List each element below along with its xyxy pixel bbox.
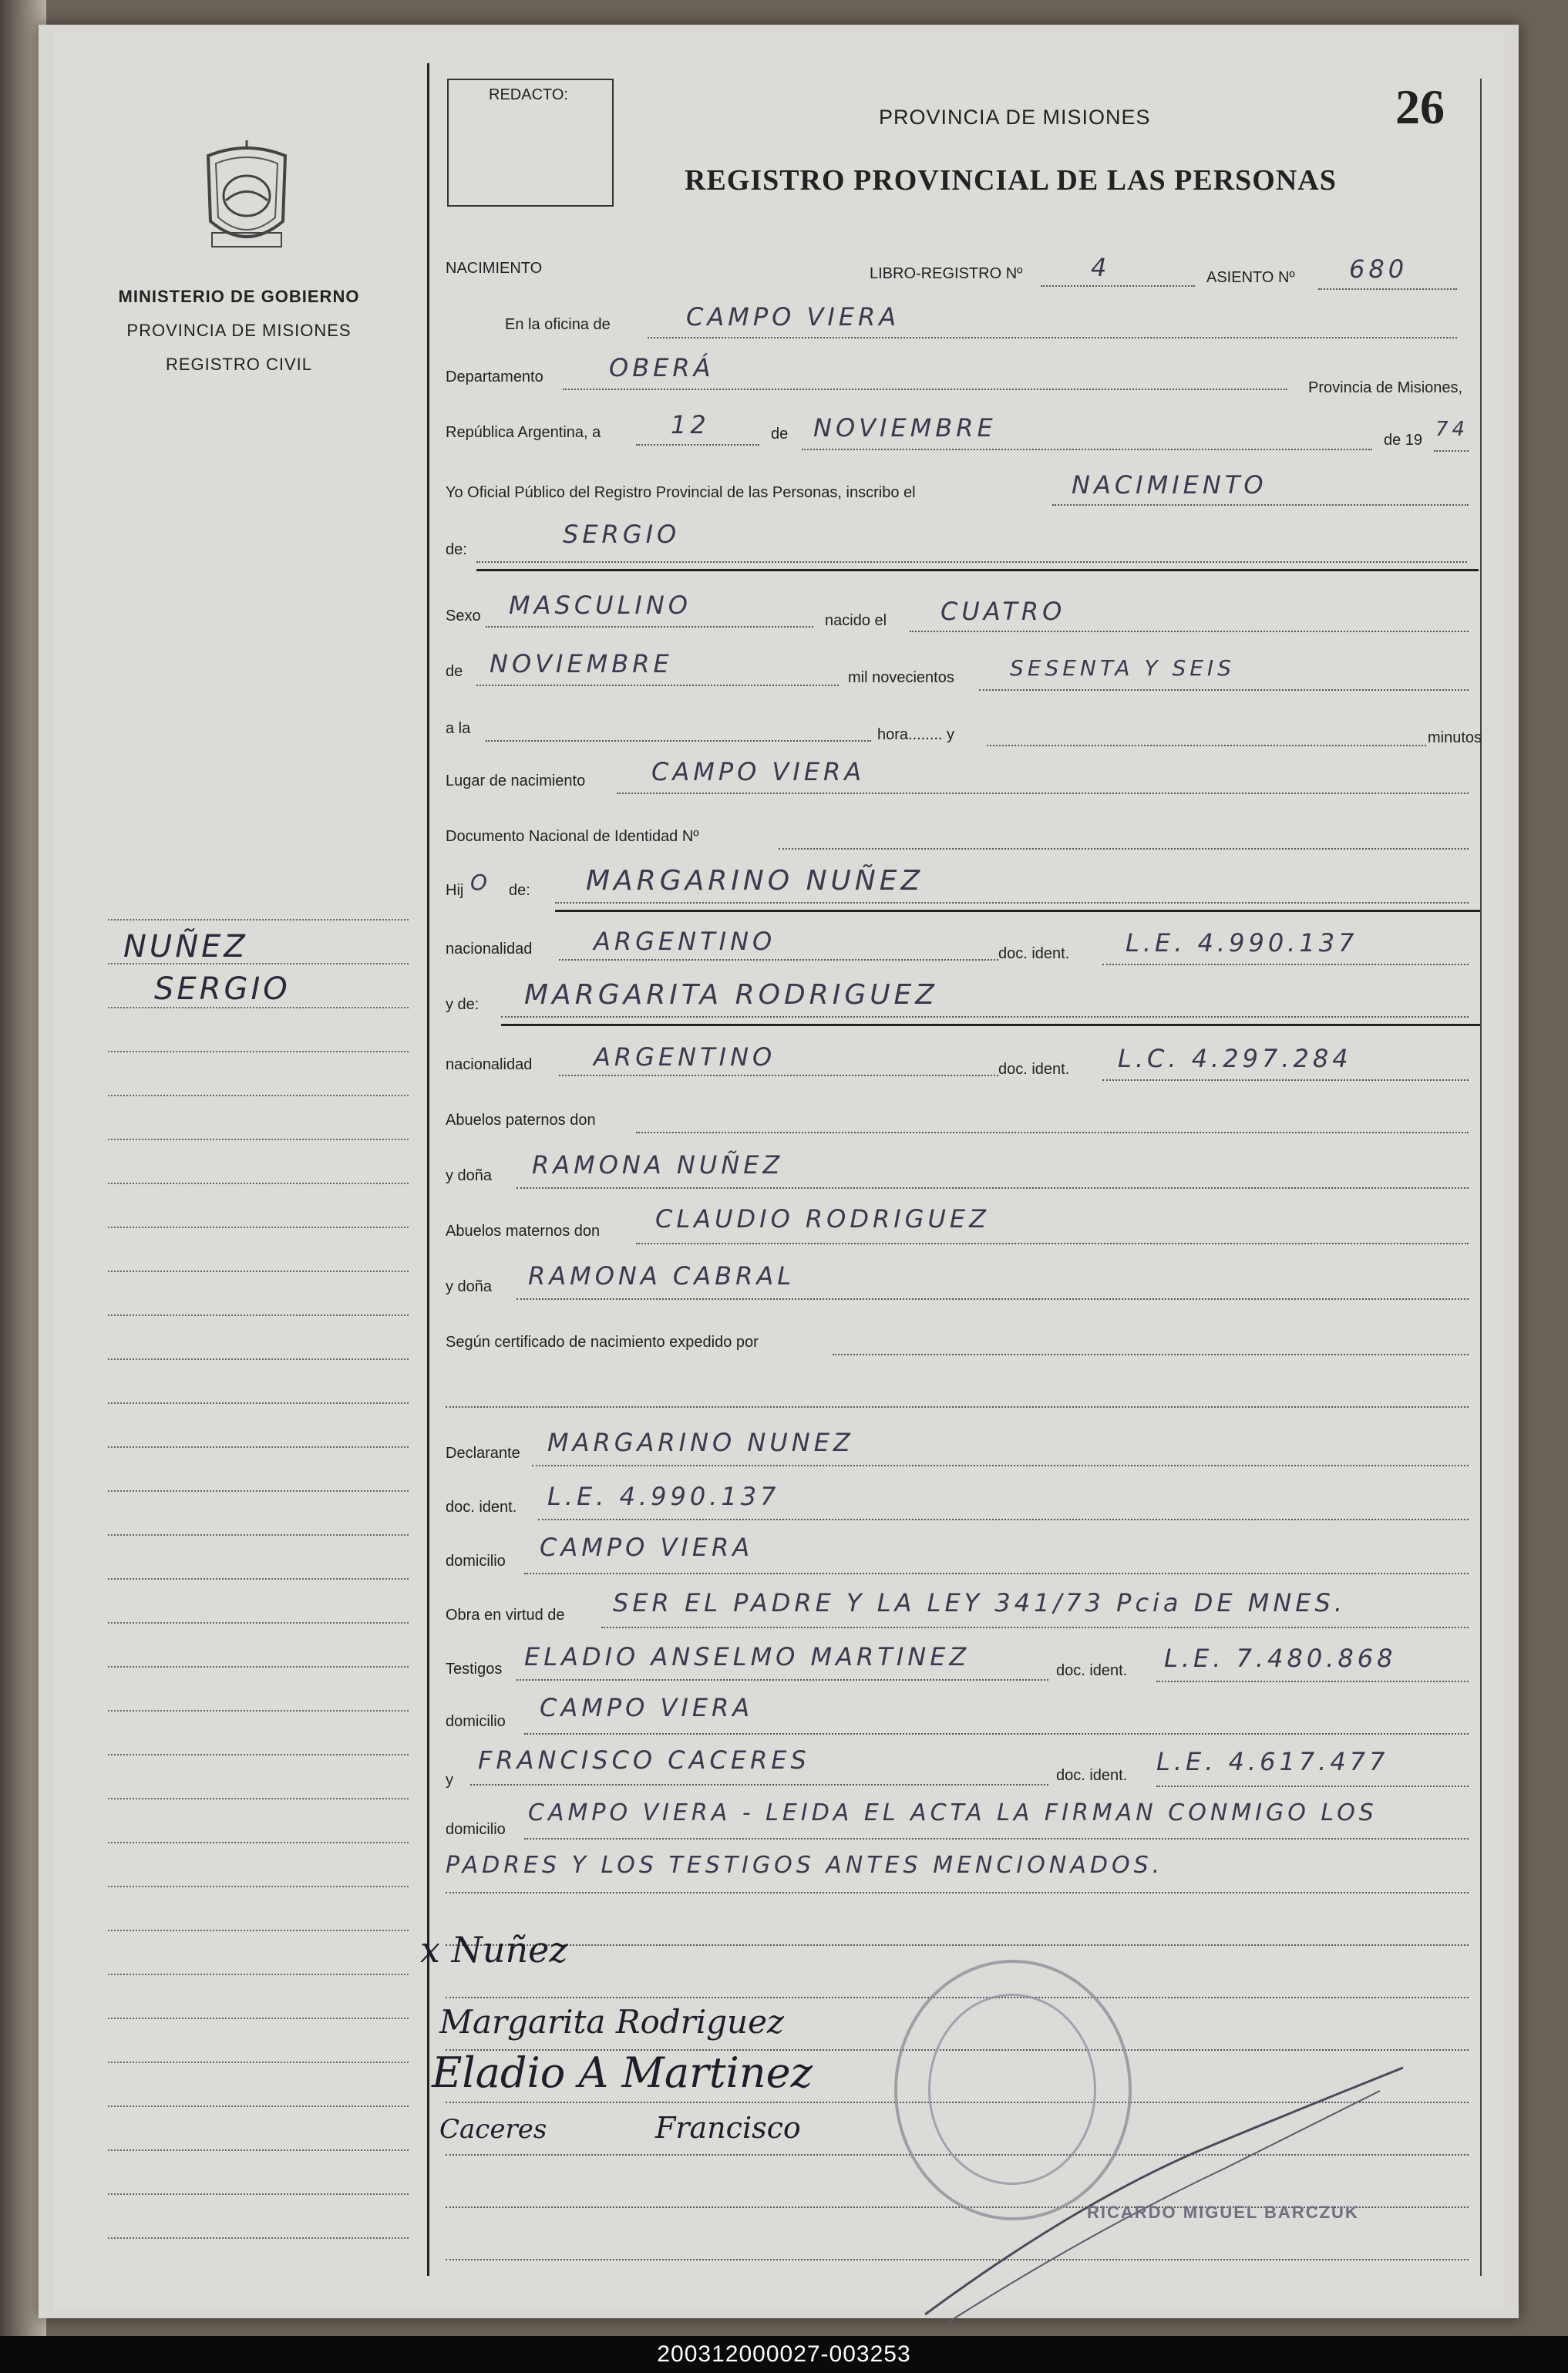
value-hijo-suffix: O xyxy=(470,870,489,895)
dotline xyxy=(910,631,1469,632)
value-abuela-m: RAMONA CABRAL xyxy=(528,1261,796,1291)
dotline xyxy=(1156,1786,1469,1787)
label-republica: República Argentina, a xyxy=(446,424,601,441)
margin-ruled-line xyxy=(108,1183,409,1184)
label-nacido: nacido el xyxy=(825,612,887,629)
label-doc-padre: doc. ident. xyxy=(998,945,1070,962)
value-lugar: CAMPO VIERA xyxy=(651,757,866,786)
margin-ruled-line xyxy=(108,919,409,921)
margin-ruled-line xyxy=(108,1578,409,1580)
value-oficina: CAMPO VIERA xyxy=(686,302,900,332)
dotline xyxy=(538,1519,1469,1520)
label-libro: LIBRO-REGISTRO Nº xyxy=(870,265,1023,282)
margin-ruled-line xyxy=(108,1402,409,1404)
value-doc-testigo1: L.E. 7.480.868 xyxy=(1164,1644,1397,1673)
label-de-mes: de xyxy=(446,663,463,680)
dotline xyxy=(563,389,1287,390)
label-de19: de 19 xyxy=(1384,432,1423,449)
value-obra: SER EL PADRE Y LA LEY 341/73 Pcia DE MNES. xyxy=(613,1588,1346,1617)
label-de-nombre: de: xyxy=(446,541,467,558)
value-doc-madre: L.C. 4.297.284 xyxy=(1118,1044,1352,1073)
margin-ruled-line xyxy=(108,2062,409,2063)
ministry-heading xyxy=(85,287,393,375)
dotline xyxy=(524,1733,1469,1735)
dotline xyxy=(446,1406,1469,1408)
margin-ruled-line xyxy=(108,2193,409,2195)
value-departamento: OBERÁ xyxy=(609,353,715,382)
margin-given-name: SERGIO xyxy=(154,971,291,1007)
value-nombre: SERGIO xyxy=(563,520,681,549)
value-doc-testigo2: L.E. 4.617.477 xyxy=(1156,1747,1389,1776)
margin-ruled-line xyxy=(108,2237,409,2239)
dotline xyxy=(617,793,1469,794)
signature-ruled-line xyxy=(446,1944,1469,1946)
margin-ruled-line xyxy=(108,1666,409,1668)
label-y-dona-p: y doña xyxy=(446,1167,493,1184)
signature-witness1: Eladio A Martinez xyxy=(432,2048,813,2097)
page-number: 26 xyxy=(1395,79,1445,134)
dotline xyxy=(648,337,1457,338)
label-provincia-misiones: Provincia de Misiones, xyxy=(1308,379,1463,396)
label-nacionalidad-padre: nacionalidad xyxy=(446,941,533,958)
label-abuelos-paternos: Abuelos paternos don xyxy=(446,1112,596,1129)
margin-surname: NUÑEZ xyxy=(123,929,248,964)
dotline xyxy=(446,1892,1469,1893)
label-doc-testigo2: doc. ident. xyxy=(1056,1767,1128,1784)
dotline xyxy=(601,1627,1469,1628)
dotline xyxy=(476,561,1467,563)
dotline xyxy=(979,689,1469,691)
dotline xyxy=(516,1679,1048,1681)
label-mil: mil novecientos xyxy=(848,669,954,686)
label-y-de-madre: y de: xyxy=(446,996,479,1013)
value-inscribe: NACIMIENTO xyxy=(1072,470,1267,500)
dotline xyxy=(1156,1681,1469,1682)
dotline xyxy=(486,626,813,628)
margin-ruled-line xyxy=(108,1754,409,1755)
dotline xyxy=(1102,1079,1469,1081)
margin-ruled-line xyxy=(108,1227,409,1228)
dotline xyxy=(779,848,1469,850)
dotline xyxy=(987,745,1426,746)
solid-rule xyxy=(555,910,1480,912)
margin-ruled-line xyxy=(108,1842,409,1843)
margin-ruled-line xyxy=(108,1358,409,1360)
value-asiento: 680 xyxy=(1349,254,1408,284)
value-nac-madre: ARGENTINO xyxy=(594,1042,776,1072)
label-y-dona-m: y doña xyxy=(446,1278,493,1295)
label-minutos: minutos xyxy=(1428,729,1482,746)
solid-rule xyxy=(476,569,1479,571)
margin-ruled-line xyxy=(108,1007,409,1008)
label-de-padre: de: xyxy=(509,882,530,899)
value-nac-padre: ARGENTINO xyxy=(594,927,776,956)
dotline xyxy=(516,1298,1469,1300)
label-abuelos-maternos: Abuelos maternos don xyxy=(446,1223,601,1240)
value-continuation: PADRES Y LOS TESTIGOS ANTES MENCIONADOS. xyxy=(446,1852,1164,1879)
value-anio: 74 xyxy=(1435,418,1469,441)
label-asiento: ASIENTO Nº xyxy=(1206,269,1295,286)
ministry-province: PROVINCIA DE MISIONES xyxy=(126,321,352,340)
margin-ruled-line xyxy=(108,2018,409,2019)
margin-ruled-line xyxy=(108,1886,409,1887)
label-de: de xyxy=(771,426,789,443)
dotline xyxy=(555,902,1469,904)
value-domicilio: CAMPO VIERA xyxy=(540,1533,754,1562)
dotline xyxy=(476,685,839,686)
value-testigo1: ELADIO ANSELMO MARTINEZ xyxy=(524,1642,971,1671)
value-abuela-p: RAMONA NUÑEZ xyxy=(532,1150,784,1180)
value-nacido: CUATRO xyxy=(940,597,1066,626)
official-signature-icon xyxy=(917,2037,1411,2330)
label-declarante: Declarante xyxy=(446,1445,520,1462)
value-dia: 12 xyxy=(671,410,710,439)
value-padre: MARGARINO NUÑEZ xyxy=(586,865,924,897)
signature-witness2-surname: Caceres xyxy=(439,2114,547,2145)
image-id-footer: 200312000027-003253 xyxy=(0,2336,1568,2373)
margin-ruled-line xyxy=(108,1930,409,1931)
ministry-office: REGISTRO CIVIL xyxy=(165,355,313,374)
margin-ruled-line xyxy=(108,2149,409,2151)
margin-ruled-line xyxy=(108,1051,409,1052)
margin-ruled-line xyxy=(108,1798,409,1799)
label-oficina: En la oficina de xyxy=(505,316,611,333)
value-madre: MARGARITA RODRIGUEZ xyxy=(524,979,938,1011)
label-doc-madre: doc. ident. xyxy=(998,1061,1070,1078)
margin-ruled-line xyxy=(108,1314,409,1316)
label-nacimiento: NACIMIENTO xyxy=(446,260,543,277)
value-declarante: MARGARINO NUNEZ xyxy=(547,1428,854,1457)
label-y-testigo2: y xyxy=(446,1772,453,1789)
left-margin-column xyxy=(54,32,416,2311)
value-doc-declarante: L.E. 4.990.137 xyxy=(547,1482,780,1511)
label-departamento: Departamento xyxy=(446,369,543,385)
dotline xyxy=(833,1354,1469,1355)
right-border-line xyxy=(1480,79,1482,2276)
dotline xyxy=(636,444,759,446)
dotline xyxy=(532,1465,1469,1466)
registry-heading: REGISTRO PROVINCIAL DE LAS PERSONAS xyxy=(685,164,1337,197)
stamp-officer-name: RICARDO MIGUEL BARCZUK xyxy=(1087,2203,1359,2222)
dotline xyxy=(1102,964,1469,965)
ministry-title: MINISTERIO DE GOBIERNO xyxy=(118,287,360,306)
label-testigos: Testigos xyxy=(446,1661,503,1678)
label-domicilio: domicilio xyxy=(446,1553,506,1570)
label-hora: hora........ y xyxy=(877,726,955,743)
label-hijo: Hij xyxy=(446,882,464,899)
label-sexo: Sexo xyxy=(446,608,481,624)
label-doc-declarante: doc. ident. xyxy=(446,1499,517,1516)
label-documento: Documento Nacional de Identidad Nº xyxy=(446,828,699,845)
label-nacionalidad-madre: nacionalidad xyxy=(446,1056,533,1073)
dotline xyxy=(636,1243,1469,1244)
dotline xyxy=(524,1838,1469,1839)
value-anio-nac: SESENTA Y SEIS xyxy=(1010,655,1235,681)
margin-ruled-line xyxy=(108,1446,409,1448)
dotline xyxy=(486,740,871,742)
value-dom-testigo2: CAMPO VIERA - LEIDA EL ACTA LA FIRMAN CONMIGO LOS xyxy=(528,1799,1378,1826)
margin-ruled-line xyxy=(108,1534,409,1536)
dotline xyxy=(470,1784,1048,1786)
dotline xyxy=(636,1132,1469,1133)
signature-mother: Margarita Rodriguez xyxy=(439,2003,785,2041)
label-doc-testigo1: doc. ident. xyxy=(1056,1662,1128,1679)
dotline xyxy=(802,449,1372,450)
provincial-seal-icon xyxy=(197,140,297,256)
signature-witness2-name: Francisco xyxy=(655,2111,801,2145)
label-lugar: Lugar de nacimiento xyxy=(446,772,586,789)
dotline xyxy=(1434,450,1469,452)
dotline xyxy=(1052,504,1469,506)
register-page xyxy=(39,25,1519,2318)
solid-rule xyxy=(501,1024,1480,1026)
value-doc-padre: L.E. 4.990.137 xyxy=(1126,928,1358,958)
signature-father: x Nuñez xyxy=(420,1929,568,1971)
margin-ruled-line xyxy=(108,1271,409,1272)
value-mes-nac: NOVIEMBRE xyxy=(490,649,673,678)
margin-ruled-line xyxy=(108,1974,409,1975)
redacto-box xyxy=(447,79,614,207)
margin-ruled-line xyxy=(108,1095,409,1096)
value-mes: NOVIEMBRE xyxy=(813,413,997,443)
label-segun: Según certificado de nacimiento expedido por xyxy=(446,1334,759,1351)
value-sexo: MASCULINO xyxy=(509,591,691,620)
dotline xyxy=(559,1075,998,1076)
label-obra: Obra en virtud de xyxy=(446,1607,565,1624)
margin-ruled-line xyxy=(108,2105,409,2107)
margin-ruled-line xyxy=(108,963,409,964)
dotline xyxy=(516,1187,1469,1189)
value-libro: 4 xyxy=(1091,253,1111,282)
label-domicilio-testigo1: domicilio xyxy=(446,1713,506,1730)
dotline xyxy=(559,959,998,961)
margin-ruled-line xyxy=(108,1490,409,1492)
value-dom-testigo1: CAMPO VIERA xyxy=(540,1693,754,1722)
dotline xyxy=(524,1573,1469,1574)
dotline xyxy=(501,1016,1469,1018)
value-abuelo-m: CLAUDIO RODRIGUEZ xyxy=(655,1204,991,1234)
margin-ruled-line xyxy=(108,1710,409,1712)
value-testigo2: FRANCISCO CACERES xyxy=(478,1745,810,1775)
dotline xyxy=(1318,288,1457,290)
margin-ruled-line xyxy=(108,1622,409,1624)
page-inner xyxy=(54,32,1503,2311)
label-domicilio-testigo2: domicilio xyxy=(446,1821,506,1838)
label-oficial: Yo Oficial Público del Registro Provincial de las Personas, inscribo el xyxy=(446,484,916,501)
label-a-la: a la xyxy=(446,720,471,737)
redacto-label: REDACTO: xyxy=(489,86,568,103)
dotline xyxy=(1041,285,1195,287)
margin-ruled-line xyxy=(108,1139,409,1140)
province-heading: PROVINCIA DE MISIONES xyxy=(879,106,1151,129)
